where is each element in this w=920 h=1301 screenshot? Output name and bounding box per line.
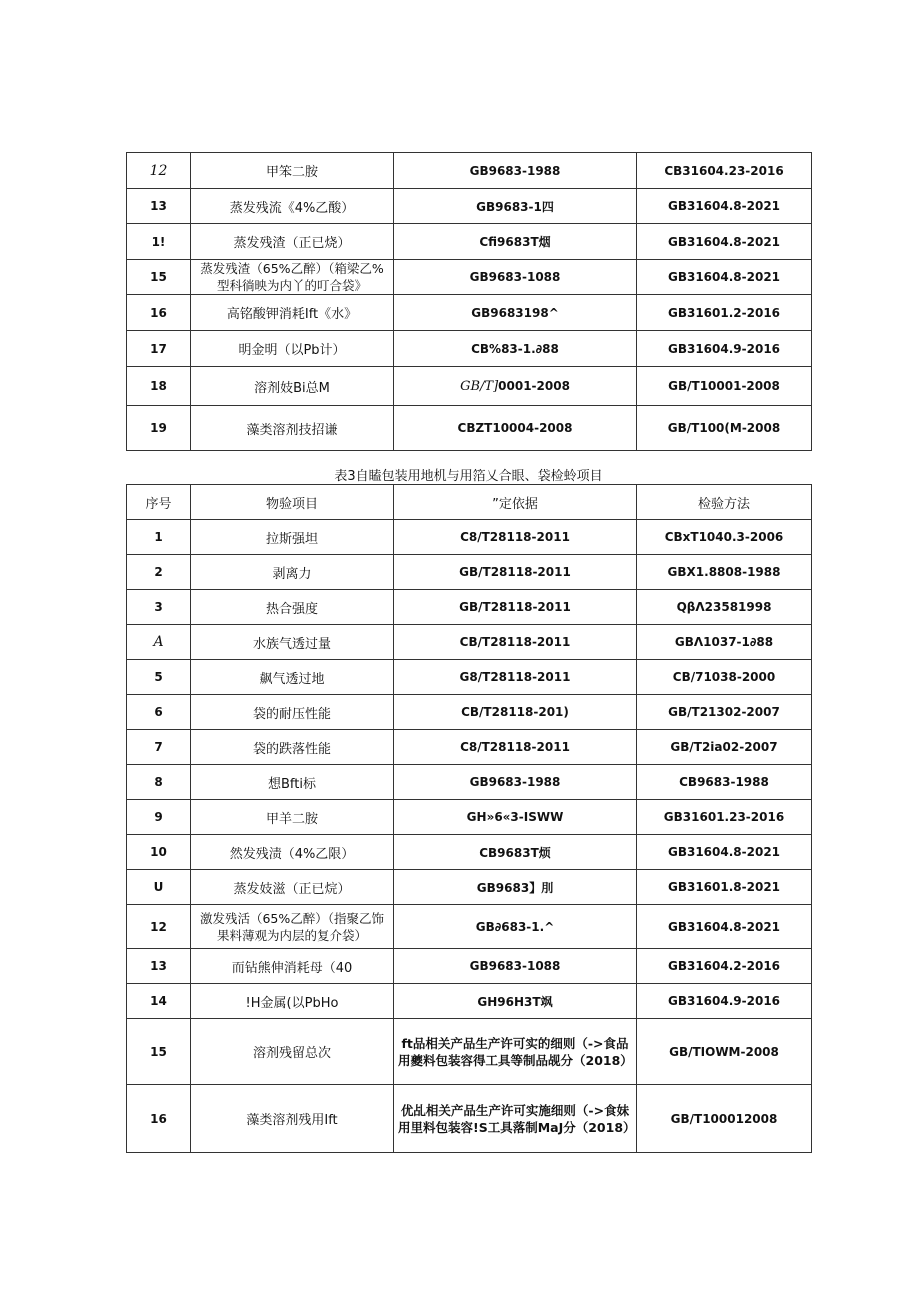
table-row [127, 765, 812, 800]
test-item: 激发残活（65%乙醉）（指聚乙饰果料薄观为内层的复介袋） [191, 905, 394, 949]
judgment-basis: CB/T28118-201) [394, 695, 637, 730]
test-method: GB31604.8-2021 [637, 835, 812, 870]
test-item: 藻类溶剂残用Ift [191, 1085, 394, 1153]
table-row [127, 984, 812, 1019]
row-number: 16 [127, 1085, 191, 1153]
judgment-basis: GH96H3T飒 [394, 984, 637, 1019]
test-method: GB/T2ia02-2007 [637, 730, 812, 765]
judgment-basis: 优乩相关产品生产许可实施细则（->食妹用里料包装容!S工具落制MaJ分（2018） [394, 1085, 637, 1153]
row-number: 8 [127, 765, 191, 800]
test-item: 明金明（以Pb计） [191, 331, 394, 367]
row-number: 1 [127, 520, 191, 555]
judgment-basis: GB9683-1988 [394, 765, 637, 800]
judgment-basis: G8/T28118-2011 [394, 660, 637, 695]
test-item: 溶剂残留总次 [191, 1019, 394, 1085]
test-method: CB/71038-2000 [637, 660, 812, 695]
row-number: 19 [127, 406, 191, 451]
row-number: 18 [127, 367, 191, 406]
judgment-basis: GB9683-1088 [394, 260, 637, 295]
table-caption: 表3自瞌包装用地机与用箔乂合眼、袋检蛉项目 [334, 469, 603, 484]
row-number: U [127, 870, 191, 905]
test-method: GB/TIOWM-2008 [637, 1019, 812, 1085]
table-row [127, 224, 812, 260]
row-number: 12 [127, 905, 191, 949]
test-item: 然发残渍（4%乙限） [191, 835, 394, 870]
table-row [127, 153, 812, 189]
table-row [127, 555, 812, 590]
test-method: GBΛ1037-1∂88 [637, 625, 812, 660]
test-item: 藻类溶剂技招谦 [191, 406, 394, 451]
test-method: GB/T21302-2007 [637, 695, 812, 730]
judgment-basis: GB9683-1988 [394, 153, 637, 189]
test-method: GB31601.2-2016 [637, 295, 812, 331]
test-item: 袋的跌落性能 [191, 730, 394, 765]
row-number: 13 [127, 949, 191, 984]
test-item: 剥离力 [191, 555, 394, 590]
row-number: 14 [127, 984, 191, 1019]
row-number: 6 [127, 695, 191, 730]
test-method: GB31601.8-2021 [637, 870, 812, 905]
test-item: 袋的耐压性能 [191, 695, 394, 730]
table-row [127, 949, 812, 984]
test-item: 拉斯强坦 [191, 520, 394, 555]
row-number: 15 [127, 260, 191, 295]
test-method: GB/T100(M-2008 [637, 406, 812, 451]
test-method: GB/T10001-2008 [637, 367, 812, 406]
test-method: GB31604.8-2021 [637, 905, 812, 949]
table-row [127, 835, 812, 870]
table-row [127, 189, 812, 224]
test-method: CB31604.23-2016 [637, 153, 812, 189]
judgment-basis: CBZT10004-2008 [394, 406, 637, 451]
table-row [127, 1019, 812, 1085]
table-row [127, 695, 812, 730]
test-method: GB31604.2-2016 [637, 949, 812, 984]
table-row [127, 590, 812, 625]
row-number: 1! [127, 224, 191, 260]
judgment-basis: GB/T28118-2011 [394, 590, 637, 625]
judgment-basis-number: 0001-2008 [498, 378, 570, 393]
header-number: 序号 [127, 485, 191, 520]
row-number: 9 [127, 800, 191, 835]
test-item: 飙气透过地 [191, 660, 394, 695]
table-row [127, 331, 812, 367]
judgment-basis: GH»6«3-ISWW [394, 800, 637, 835]
row-number: 13 [127, 189, 191, 224]
table-row [127, 800, 812, 835]
judgment-basis: GB9683】刖 [394, 870, 637, 905]
test-item: 溶剂妓Bi总M [191, 367, 394, 406]
test-method: QβΛ23581998 [637, 590, 812, 625]
table-row [127, 660, 812, 695]
test-item: 甲羊二胺 [191, 800, 394, 835]
judgment-basis: C8/T28118-2011 [394, 520, 637, 555]
test-method: GB31604.8-2021 [637, 189, 812, 224]
test-method: GB31604.9-2016 [637, 984, 812, 1019]
test-method: GB/T100012008 [637, 1085, 812, 1153]
header-basis: ”定依据 [394, 485, 637, 520]
row-number: A [127, 625, 191, 660]
row-number: 7 [127, 730, 191, 765]
judgment-basis: ft品相关产品生产许可实的细则（->食品用夔料包装容得工具等制品觇分（2018） [394, 1019, 637, 1085]
test-item: 而钻熊伸消耗母（40 [191, 949, 394, 984]
test-item: 蒸发残渣（正已烧） [191, 224, 394, 260]
test-method: GBX1.8808-1988 [637, 555, 812, 590]
judgment-basis: GB9683198^ [394, 295, 637, 331]
test-item: 热合强度 [191, 590, 394, 625]
table-row [127, 1085, 812, 1153]
header-item: 物验项目 [191, 485, 394, 520]
table-row [127, 625, 812, 660]
test-item: !H金属(以PbHo [191, 984, 394, 1019]
table-row [127, 520, 812, 555]
judgment-basis-prefix: GB/T] [460, 378, 499, 394]
test-method: GB31604.8-2021 [637, 260, 812, 295]
table-row [127, 367, 812, 406]
test-method: GB31604.9-2016 [637, 331, 812, 367]
table-row [127, 295, 812, 331]
judgment-basis: Cfi9683T烟 [394, 224, 637, 260]
judgment-basis: C8/T28118-2011 [394, 730, 637, 765]
judgment-basis: CB9683T烦 [394, 835, 637, 870]
row-number: 2 [127, 555, 191, 590]
row-number: 12 [127, 153, 191, 189]
judgment-basis: CB/T28118-2011 [394, 625, 637, 660]
row-number: 10 [127, 835, 191, 870]
judgment-basis: GB∂683-1.^ [394, 905, 637, 949]
judgment-basis: GB9683-1088 [394, 949, 637, 984]
row-number: 3 [127, 590, 191, 625]
test-item: 蒸发残流《4%乙酸） [191, 189, 394, 224]
judgment-basis [394, 367, 637, 406]
row-number: 15 [127, 1019, 191, 1085]
test-item: 水族气透过量 [191, 625, 394, 660]
judgment-basis: GB9683-1四 [394, 189, 637, 224]
table-row [127, 730, 812, 765]
row-number: 17 [127, 331, 191, 367]
test-item: 想Bfti标 [191, 765, 394, 800]
row-number: 5 [127, 660, 191, 695]
test-method: GB31604.8-2021 [637, 224, 812, 260]
table-header-row [127, 485, 812, 520]
test-item: 甲笨二胺 [191, 153, 394, 189]
table-row [127, 905, 812, 949]
judgment-basis: GB/T28118-2011 [394, 555, 637, 590]
table-continued [126, 152, 812, 451]
judgment-basis: CB%83-1.∂88 [394, 331, 637, 367]
row-number: 16 [127, 295, 191, 331]
test-method: CBxT1040.3-2006 [637, 520, 812, 555]
inspection-table [126, 484, 812, 1153]
header-method: 检验方法 [637, 485, 812, 520]
test-method: CB9683-1988 [637, 765, 812, 800]
table-row [127, 260, 812, 295]
test-item: 蒸发妓滋（正已烷） [191, 870, 394, 905]
table-row [127, 870, 812, 905]
test-item: 高铭酸钾消耗Ift《水》 [191, 295, 394, 331]
test-method: GB31601.23-2016 [637, 800, 812, 835]
table-row [127, 406, 812, 451]
test-item: 蒸发残渣（65%乙醉）（箱梁乙%型科徜映为内丫的叮合袋》 [191, 260, 394, 295]
